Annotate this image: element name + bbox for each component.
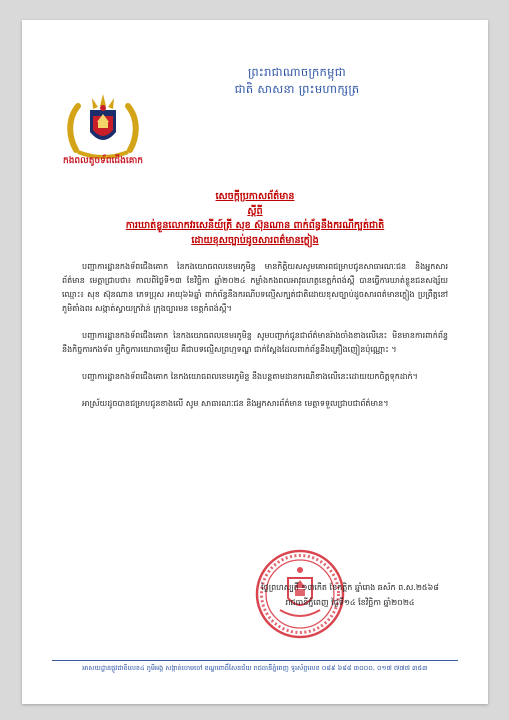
agency-name: កងពលតូចទ័ពជើងគោក <box>63 156 143 166</box>
announcement-about: ស្ដីពី <box>247 205 263 217</box>
announcement-subject-line-1: ការឃាត់ខ្លួនលោកវរសេនីយ៍ត្រី សុខ ស៊ុនណាន ពាក់ព័ន្ធនឹងករណីក្បត់ជាតិ <box>125 220 385 231</box>
body-paragraph: បញ្ជាការដ្ឋានកងទ័ពជើងគោក នៃកងយោធពលខេមរភូមិន្ទ សូមបញ្ជាក់ជូនជាព័ត៌មានរ៉ាងចាំងខាងលើនេះ មិនមានការពាក់ព័ន្ធនឹងកិច្ចការកងទ័ព ឬកិច្ចការយោធាឡើយ គឺជាបទល្មើសព្រហ្មទណ្ឌ ជាក់ស្ដែងដែលពាក់ព័ន្ធនឹងគ្រឿងញៀនប៉ុណ្ណោះ ។ <box>62 331 448 354</box>
announcement-title: សេចក្ដីប្រកាសព័ត៌មាន <box>215 191 295 202</box>
national-motto: ជាតិ សាសនា ព្រះមហាក្សត្រ <box>234 82 360 96</box>
kingdom-header <box>172 64 422 98</box>
lunar-date: ថ្ងៃព្រហស្បតិ៍ ១៣កើត ខែកត្តិក ឆ្នាំរោង ឆស័ក ព.ស.២៥៦៨ <box>261 583 439 592</box>
document-page <box>22 20 488 704</box>
announcement-subject-line-2: ដោយខុសច្បាប់ដូចសារពត៌មានក្លៀង <box>191 234 319 246</box>
body-paragraph: បញ្ជាការដ្ឋានកងទ័ពជើងគោក នៃកងយោធពលខេមរភូមិន្ទ នឹងបន្តតាមដានករណីខាងលើនេះដោយយកចិត្តទុកដាក់។ <box>82 372 418 381</box>
announcement-heading <box>62 190 448 248</box>
footer-divider <box>52 660 458 661</box>
army-emblem <box>66 92 140 160</box>
kingdom-title: ព្រះរាជាណាចក្រកម្ពុជា <box>248 65 346 79</box>
body-paragraph: បញ្ជាការដ្ឋានកងទ័ពជើងគោក នៃកងយោធពលខេមរភូមិន្ទ មានកិត្តិយសសូមគោរពជម្រាបជូនសាធារណៈជន និងអ្នកសារព័ត៌មាន មេត្តាជ្រាបថា៖ កាលពីថ្ងៃទី១៣ ខែវិច្ឆិកា ឆ្នាំ២០២៤ កម្លាំងកងពលអាវុធហត្ថខេត្តកំពង់ស្ពឺ បានធ្វើការឃាត់ខ្លួនជនសង្ស័យឈ្មោះ៖ សុខ ស៊ុនណាន ភេទប្រុស អាយុ៦៦ឆ្នាំ ពាក់ព័ន្ធនឹងករណីបទល្មើសក្បត់ជាតិដោយខុសច្បាប់ដូចសារពត៌មានក្លៀង ប្រព្រឹត្តនៅភូមិតាំងពរ សង្កាត់ស្វាយក្រវ៉ាន់ ក្រុងច្បារមន ខេត្តកំពង់ស្ពឺ។ <box>62 262 448 313</box>
body-paragraph: អាស្រ័យដូចបានជម្រាបជូនខាងលើ សូម សាធារណៈជន និងអ្នកសារព័ត៌មាន មេត្តាទទួលជ្រាបជាព័ត៌មាន។ <box>82 399 389 408</box>
footer-address: អាសយដ្ឋានផ្លូវជាតិលេខ៤ ភូមិអង្គ សង្កាត់ចោមចៅ ខណ្ឌពោធិ៍សែនជ័យ រាជធានីភ្នំពេញ ទូរស័ព្ទលេខ ០៨៩ ៦៨៨ ៣០០០, ០១៧ ៧៧៧ ៣៥៣ <box>82 664 428 672</box>
signoff-block <box>230 580 470 610</box>
announcement-body <box>62 260 448 424</box>
solar-date: រាជធានីភ្នំពេញ ថ្ងៃទី១៤ ខែវិច្ឆិកា ឆ្នាំ២០២៤ <box>285 598 415 607</box>
